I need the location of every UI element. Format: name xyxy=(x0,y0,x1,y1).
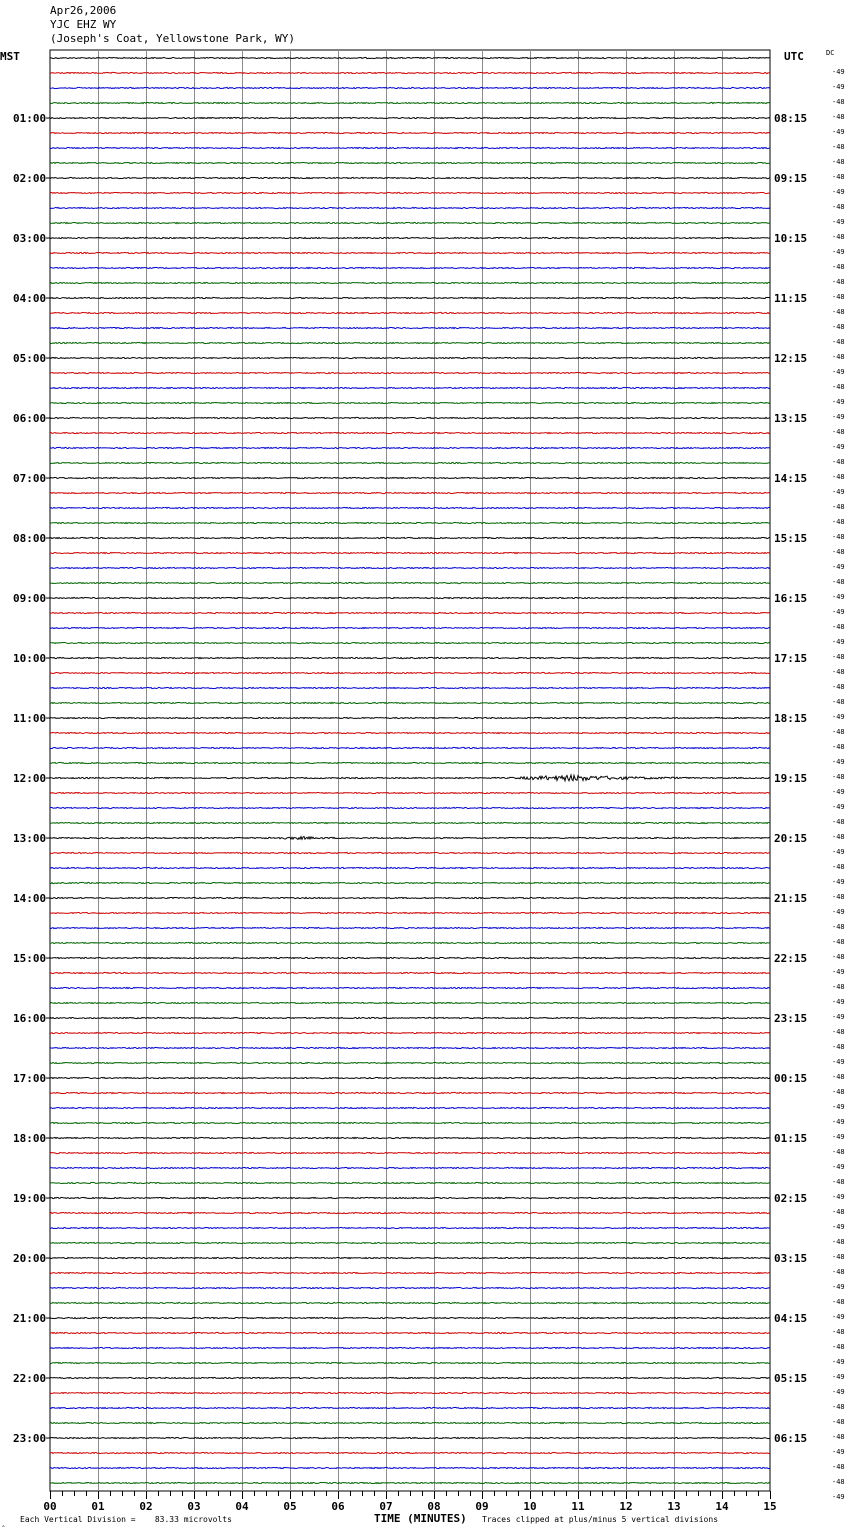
header-station: YJC EHZ WY xyxy=(50,18,117,31)
x-tick-label: 07 xyxy=(379,1500,393,1513)
x-tick-label: 10 xyxy=(523,1500,537,1513)
trace-line xyxy=(50,507,770,508)
hour-label-right: 18:15 xyxy=(774,712,808,725)
trace-line xyxy=(50,87,770,88)
x-tick-label: 13 xyxy=(667,1500,681,1513)
hour-label-right: 06:15 xyxy=(774,1432,808,1445)
hour-label-left: 03:00 xyxy=(13,232,47,245)
hour-label-right: 01:15 xyxy=(774,1132,808,1145)
trace-line xyxy=(50,1272,770,1273)
dc-offset-label: -49 xyxy=(832,1163,845,1171)
trace-line xyxy=(50,1467,770,1468)
trace-line xyxy=(50,1452,770,1453)
hour-label-right: 14:15 xyxy=(774,472,808,485)
dc-offset-label: -48 xyxy=(832,578,845,586)
dc-offset-label: -48 xyxy=(832,1043,845,1051)
hour-label-right: 02:15 xyxy=(774,1192,808,1205)
dc-offset-label: -49 xyxy=(832,638,845,646)
hour-label-left: 17:00 xyxy=(13,1072,47,1085)
dc-offset-label: -49 xyxy=(832,908,845,916)
dc-offset-label: -48 xyxy=(832,1088,845,1096)
hour-label-left: 12:00 xyxy=(13,772,47,785)
trace-line xyxy=(50,537,770,538)
dc-offset-label: -49 xyxy=(832,1058,845,1066)
dc-offset-label: -49 xyxy=(832,1103,845,1111)
x-tick-label: 01 xyxy=(91,1500,105,1513)
dc-offset-label: -48 xyxy=(832,1253,845,1261)
dc-offset-label: -49 xyxy=(832,788,845,796)
trace-line xyxy=(50,267,770,268)
trace-line xyxy=(50,117,770,118)
trace-line xyxy=(50,312,770,313)
hour-label-left: 05:00 xyxy=(13,352,47,365)
trace-line xyxy=(50,957,770,958)
trace-line xyxy=(50,372,770,373)
dc-offset-label: -49 xyxy=(832,1283,845,1291)
dc-offset-label: -49 xyxy=(832,563,845,571)
x-axis-label: TIME (MINUTES) xyxy=(374,1512,467,1525)
trace-line xyxy=(50,462,770,463)
dc-offset-label: -49 xyxy=(832,968,845,976)
dc-offset-label: -49 xyxy=(832,848,845,856)
dc-offset-label: -48 xyxy=(832,1238,845,1246)
dc-offset-label: -49 xyxy=(832,1358,845,1366)
dc-offset-label: -48 xyxy=(832,683,845,691)
trace-line xyxy=(50,222,770,223)
dc-offset-label: -49 xyxy=(832,368,845,376)
trace-line xyxy=(50,1287,770,1288)
trace-line xyxy=(50,987,770,988)
trace-line xyxy=(50,1167,770,1168)
dc-offset-label: -49 xyxy=(832,1193,845,1201)
hour-label-right: 16:15 xyxy=(774,592,808,605)
trace-line xyxy=(50,912,770,913)
hour-label-left: 09:00 xyxy=(13,592,47,605)
trace-line xyxy=(50,1002,770,1003)
dc-offset-label: -48 xyxy=(832,353,845,361)
trace-line xyxy=(50,1317,770,1318)
dc-offset-label: -49 xyxy=(832,488,845,496)
dc-offset-label: -49 xyxy=(832,878,845,886)
dc-offset-label: -49 xyxy=(832,83,845,91)
dc-offset-label: -48 xyxy=(832,668,845,676)
dc-offset-label: -48 xyxy=(832,203,845,211)
hour-label-left: 11:00 xyxy=(13,712,47,725)
corner-mark: ‸ xyxy=(2,1518,5,1527)
dc-offset-label: -48 xyxy=(832,1028,845,1036)
x-tick-label: 11 xyxy=(571,1500,585,1513)
trace-line xyxy=(50,1437,770,1438)
dc-offset-label: -49 xyxy=(832,608,845,616)
dc-offset-label: -48 xyxy=(832,1073,845,1081)
dc-offset-label: -48 xyxy=(832,1328,845,1336)
trace-line xyxy=(50,387,770,388)
dc-offset-label: -49 xyxy=(832,1373,845,1381)
dc-offset-label: -49 xyxy=(832,248,845,256)
dc-offset-label: -49 xyxy=(832,1223,845,1231)
trace-line xyxy=(50,1017,770,1018)
trace-line xyxy=(50,1377,770,1378)
trace-line xyxy=(50,177,770,178)
trace-line xyxy=(50,102,770,103)
dc-offset-label: -48 xyxy=(832,1343,845,1351)
dc-offset-label: -49 xyxy=(832,1313,845,1321)
trace-line xyxy=(50,237,770,238)
hour-label-right: 05:15 xyxy=(774,1372,808,1385)
hour-label-right: 21:15 xyxy=(774,892,808,905)
trace-line xyxy=(50,642,770,643)
trace-line xyxy=(50,402,770,403)
trace-line xyxy=(50,687,770,688)
dc-offset-label: -48 xyxy=(832,428,845,436)
trace-line xyxy=(50,732,770,733)
x-tick-label: 05 xyxy=(283,1500,297,1513)
hour-label-left: 23:00 xyxy=(13,1432,47,1445)
trace-line xyxy=(50,492,770,493)
hour-label-right: 22:15 xyxy=(774,952,808,965)
x-tick-label: 12 xyxy=(619,1500,633,1513)
hour-label-left: 18:00 xyxy=(13,1132,47,1145)
dc-offset-label: -48 xyxy=(832,1148,845,1156)
dc-offset-label: -48 xyxy=(832,1298,845,1306)
hour-label-left: 10:00 xyxy=(13,652,47,665)
trace-line xyxy=(50,867,770,868)
trace-line xyxy=(50,627,770,628)
dc-offset-label: -48 xyxy=(832,458,845,466)
dc-offset-label: -48 xyxy=(832,938,845,946)
trace-line xyxy=(50,852,770,853)
dc-offset-label: -48 xyxy=(832,1463,845,1471)
hour-label-left: 08:00 xyxy=(13,532,47,545)
dc-offset-label: -48 xyxy=(832,833,845,841)
hour-label-left: 21:00 xyxy=(13,1312,47,1325)
trace-line xyxy=(50,1242,770,1243)
trace-line xyxy=(50,432,770,433)
trace-line xyxy=(50,1182,770,1183)
dc-offset-label: -48 xyxy=(832,773,845,781)
dc-offset-label: -48 xyxy=(832,953,845,961)
trace-line xyxy=(50,1077,770,1078)
trace-line xyxy=(50,1362,770,1363)
hour-label-right: 09:15 xyxy=(774,172,808,185)
trace-line xyxy=(50,1227,770,1228)
dc-offset-label: -48 xyxy=(832,98,845,106)
dc-offset-label: -48 xyxy=(832,1208,845,1216)
hour-label-right: 08:15 xyxy=(774,112,808,125)
dc-offset-label: -48 xyxy=(832,548,845,556)
dc-offset-label: -48 xyxy=(832,173,845,181)
dc-offset-label: -48 xyxy=(832,1478,845,1486)
dc-offset-label: -49 xyxy=(832,1388,845,1396)
hour-label-right: 11:15 xyxy=(774,292,808,305)
trace-line xyxy=(50,327,770,328)
trace-line xyxy=(50,897,770,898)
dc-offset-label: -48 xyxy=(832,863,845,871)
hour-label-right: 03:15 xyxy=(774,1252,808,1265)
dc-label: DC xyxy=(826,49,835,57)
trace-line xyxy=(50,1407,770,1408)
trace-line xyxy=(50,1332,770,1333)
dc-offset-label: -48 xyxy=(832,698,845,706)
dc-offset-label: -48 xyxy=(832,983,845,991)
dc-offset-label: -48 xyxy=(832,623,845,631)
trace-line xyxy=(50,1137,770,1138)
dc-offset-label: -48 xyxy=(832,323,845,331)
hour-label-right: 17:15 xyxy=(774,652,808,665)
clip-note: Traces clipped at plus/minus 5 vertical divisions xyxy=(482,1515,719,1524)
trace-line xyxy=(50,717,770,718)
trace-line xyxy=(50,1032,770,1033)
trace-line xyxy=(50,792,770,793)
trace-line xyxy=(50,192,770,193)
dc-offset-label: -48 xyxy=(832,113,845,121)
x-tick-label: 00 xyxy=(43,1500,57,1513)
hour-label-right: 04:15 xyxy=(774,1312,808,1325)
dc-offset-label: -49 xyxy=(832,713,845,721)
dc-offset-label: -49 xyxy=(832,443,845,451)
trace-line xyxy=(50,342,770,343)
trace-line xyxy=(50,882,770,883)
dc-offset-label: -48 xyxy=(832,278,845,286)
trace-line xyxy=(50,297,770,298)
dc-offset-label: -49 xyxy=(832,128,845,136)
dc-offset-label: -48 xyxy=(832,143,845,151)
dc-offset-label: -48 xyxy=(832,308,845,316)
trace-line xyxy=(50,1257,770,1258)
dc-offset-label: -49 xyxy=(832,1118,845,1126)
trace-line xyxy=(50,1107,770,1108)
dc-offset-label: -49 xyxy=(832,398,845,406)
dc-offset-label: -49 xyxy=(832,998,845,1006)
hour-label-left: 14:00 xyxy=(13,892,47,905)
dc-offset-label: -49 xyxy=(832,1133,845,1141)
trace-line xyxy=(50,1347,770,1348)
dc-offset-label: -48 xyxy=(832,1178,845,1186)
dc-offset-label: -48 xyxy=(832,728,845,736)
trace-line xyxy=(50,447,770,448)
dc-offset-label: -48 xyxy=(832,263,845,271)
dc-offset-label: -48 xyxy=(832,503,845,511)
x-tick-label: 09 xyxy=(475,1500,489,1513)
plot-frame xyxy=(50,50,770,1491)
dc-offset-label: -48 xyxy=(832,293,845,301)
trace-line xyxy=(50,747,770,748)
x-tick-label: 03 xyxy=(187,1500,201,1513)
dc-offset-label: -48 xyxy=(832,1433,845,1441)
trace-line xyxy=(50,477,770,478)
hour-label-right: 13:15 xyxy=(774,412,808,425)
trace-line xyxy=(50,522,770,523)
hour-label-left: 06:00 xyxy=(13,412,47,425)
trace-line xyxy=(50,1422,770,1423)
trace-line xyxy=(50,417,770,418)
hour-label-left: 01:00 xyxy=(13,112,47,125)
header-location: (Joseph's Coat, Yellowstone Park, WY) xyxy=(50,32,296,45)
trace-line xyxy=(50,762,770,763)
trace-line xyxy=(50,702,770,703)
hour-label-left: 04:00 xyxy=(13,292,47,305)
dc-offset-label: -48 xyxy=(832,473,845,481)
trace-line xyxy=(50,1197,770,1198)
trace-line xyxy=(50,672,770,673)
trace-line xyxy=(50,132,770,133)
dc-offset-label: -49 xyxy=(832,1493,845,1501)
trace-line xyxy=(50,552,770,553)
trace-line xyxy=(50,72,770,73)
dc-offset-label: -48 xyxy=(832,1418,845,1426)
trace-line xyxy=(50,1152,770,1153)
hour-label-right: 00:15 xyxy=(774,1072,808,1085)
dc-offset-label: -48 xyxy=(832,743,845,751)
hour-label-right: 23:15 xyxy=(774,1012,808,1025)
dc-offset-label: -49 xyxy=(832,413,845,421)
hour-label-left: 13:00 xyxy=(13,832,47,845)
trace-line xyxy=(50,657,770,658)
x-tick-label: 08 xyxy=(427,1500,441,1513)
scale-note: Each Vertical Division = 83.33 microvolts xyxy=(20,1515,232,1524)
trace-line xyxy=(50,1047,770,1048)
trace-line xyxy=(50,1212,770,1213)
hour-label-left: 16:00 xyxy=(13,1012,47,1025)
hour-label-right: 19:15 xyxy=(774,772,808,785)
trace-line xyxy=(50,1092,770,1093)
dc-offset-label: -48 xyxy=(832,158,845,166)
trace-line xyxy=(50,1392,770,1393)
trace-line xyxy=(50,612,770,613)
hour-label-right: 12:15 xyxy=(774,352,808,365)
left-timezone-label: MST xyxy=(0,50,20,63)
dc-offset-label: -49 xyxy=(832,1448,845,1456)
trace-line xyxy=(50,57,770,58)
trace-line xyxy=(50,252,770,253)
trace-line xyxy=(50,775,770,781)
header-date: Apr26,2006 xyxy=(50,4,117,17)
trace-line xyxy=(50,942,770,943)
x-tick-label: 06 xyxy=(331,1500,345,1513)
dc-offset-label: -48 xyxy=(832,1403,845,1411)
dc-offset-label: -49 xyxy=(832,803,845,811)
hour-label-left: 20:00 xyxy=(13,1252,47,1265)
x-tick-label: 15 xyxy=(763,1500,777,1513)
trace-line xyxy=(50,1482,770,1483)
trace-line xyxy=(50,147,770,148)
x-tick-label: 04 xyxy=(235,1500,249,1513)
dc-offset-label: -48 xyxy=(832,818,845,826)
dc-offset-label: -49 xyxy=(832,218,845,226)
trace-line xyxy=(50,837,770,840)
dc-offset-label: -48 xyxy=(832,893,845,901)
hour-label-left: 15:00 xyxy=(13,952,47,965)
dc-offset-label: -48 xyxy=(832,653,845,661)
dc-offset-label: -48 xyxy=(832,518,845,526)
trace-line xyxy=(50,927,770,928)
trace-line xyxy=(50,807,770,808)
trace-line xyxy=(50,1062,770,1063)
dc-offset-label: -49 xyxy=(832,68,845,76)
trace-line xyxy=(50,1122,770,1123)
hour-label-right: 15:15 xyxy=(774,532,808,545)
trace-line xyxy=(50,567,770,568)
dc-offset-label: -49 xyxy=(832,593,845,601)
dc-offset-label: -48 xyxy=(832,533,845,541)
trace-line xyxy=(50,162,770,163)
dc-offset-label: -48 xyxy=(832,338,845,346)
trace-line xyxy=(50,822,770,823)
hour-label-left: 19:00 xyxy=(13,1192,47,1205)
hour-label-left: 22:00 xyxy=(13,1372,47,1385)
x-tick-label: 14 xyxy=(715,1500,729,1513)
hour-label-right: 10:15 xyxy=(774,232,808,245)
dc-offset-label: -49 xyxy=(832,758,845,766)
dc-offset-label: -48 xyxy=(832,1268,845,1276)
trace-line xyxy=(50,972,770,973)
trace-line xyxy=(50,282,770,283)
dc-offset-label: -49 xyxy=(832,188,845,196)
dc-offset-label: -49 xyxy=(832,1013,845,1021)
dc-offset-label: -48 xyxy=(832,923,845,931)
trace-line xyxy=(50,207,770,208)
trace-line xyxy=(50,357,770,358)
hour-label-right: 20:15 xyxy=(774,832,808,845)
dc-offset-label: -48 xyxy=(832,233,845,241)
hour-label-left: 07:00 xyxy=(13,472,47,485)
right-timezone-label: UTC xyxy=(784,50,804,63)
trace-line xyxy=(50,582,770,583)
dc-offset-label: -48 xyxy=(832,383,845,391)
trace-line xyxy=(50,1302,770,1303)
trace-line xyxy=(50,597,770,598)
hour-label-left: 02:00 xyxy=(13,172,47,185)
x-tick-label: 02 xyxy=(139,1500,153,1513)
